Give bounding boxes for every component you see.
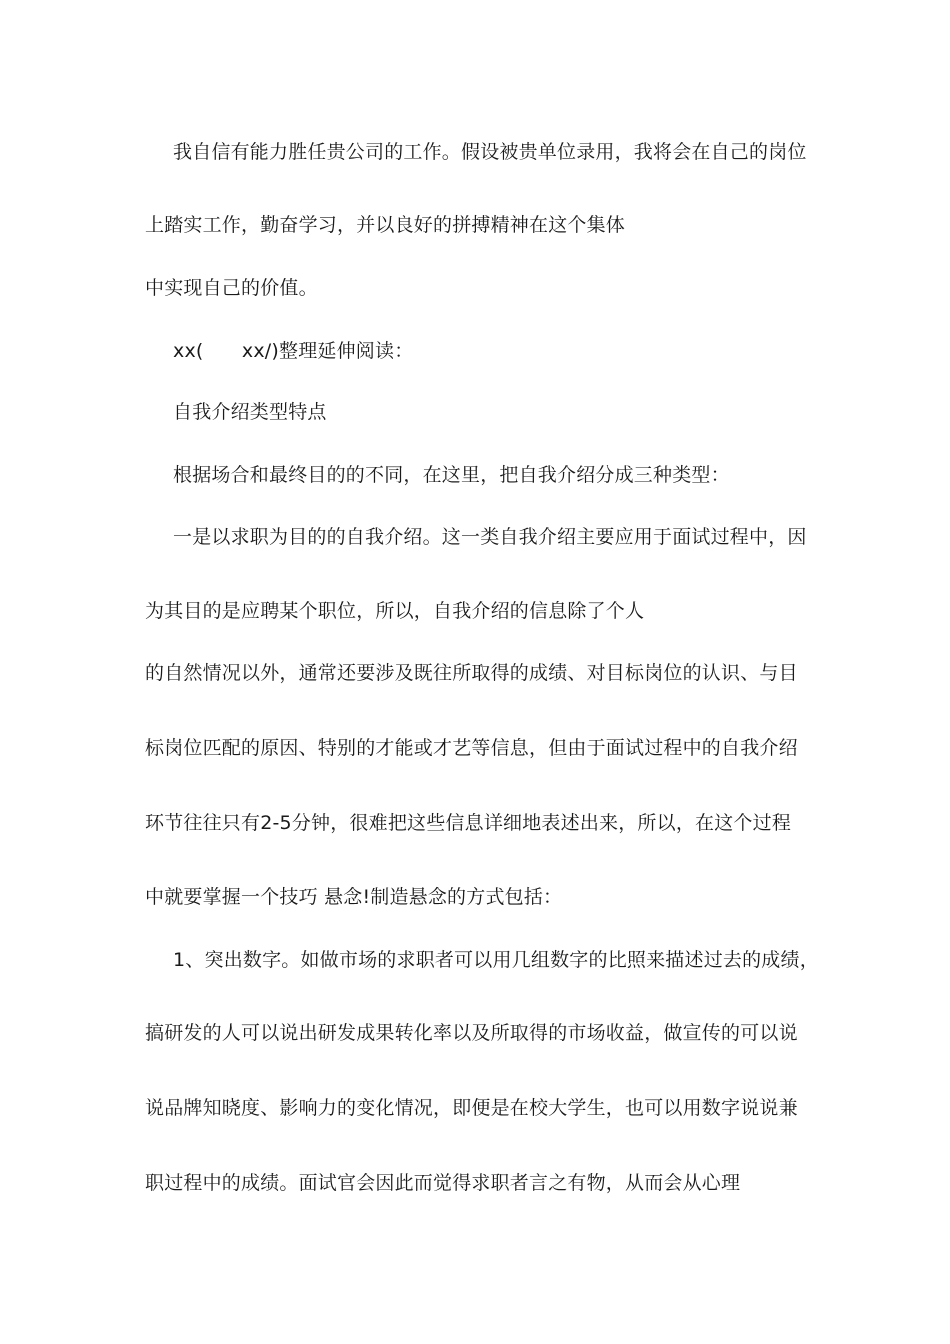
list-item-line: 1、突出数字。如做市场的求职者可以用几组数字的比照来描述过去的成绩，	[173, 949, 819, 971]
paragraph-line: 中就要掌握一个技巧 悬念!制造悬念的方式包括：	[145, 886, 563, 908]
section-heading: 自我介绍类型特点	[173, 401, 327, 423]
paragraph-line: 搞研发的人可以说出研发成果转化率以及所取得的市场收益，做宣传的可以说	[145, 1022, 798, 1044]
paragraph-line: 我自信有能力胜任贵公司的工作。假设被贵单位录用，我将会在自己的岗位	[173, 141, 807, 163]
paragraph-line: 中实现自己的价值。	[145, 277, 318, 299]
paragraph-line: 标岗位匹配的原因、特别的才能或才艺等信息，但由于面试过程中的自我介绍	[145, 737, 798, 759]
paragraph-line: 根据场合和最终目的的不同，在这里，把自我介绍分成三种类型：	[173, 464, 730, 486]
paragraph-line: 的自然情况以外，通常还要涉及既往所取得的成绩、对目标岗位的认识、与目	[145, 662, 798, 684]
paragraph-line: xx( xx/)整理延伸阅读：	[173, 340, 414, 362]
paragraph-line: 上踏实工作，勤奋学习，并以良好的拼搏精神在这个集体	[145, 214, 626, 236]
paragraph-line: 职过程中的成绩。面试官会因此而觉得求职者言之有物，从而会从心理	[145, 1172, 741, 1194]
paragraph-line: 为其目的是应聘某个职位，所以，自我介绍的信息除了个人	[145, 600, 645, 622]
paragraph-line: 说品牌知晓度、影响力的变化情况，即便是在校大学生，也可以用数字说说兼	[145, 1097, 798, 1119]
paragraph-line: 环节往往只有2-5分钟，很难把这些信息详细地表述出来，所以，在这个过程	[145, 812, 792, 834]
paragraph-line: 一是以求职为目的的自我介绍。这一类自我介绍主要应用于面试过程中，因	[173, 526, 807, 548]
